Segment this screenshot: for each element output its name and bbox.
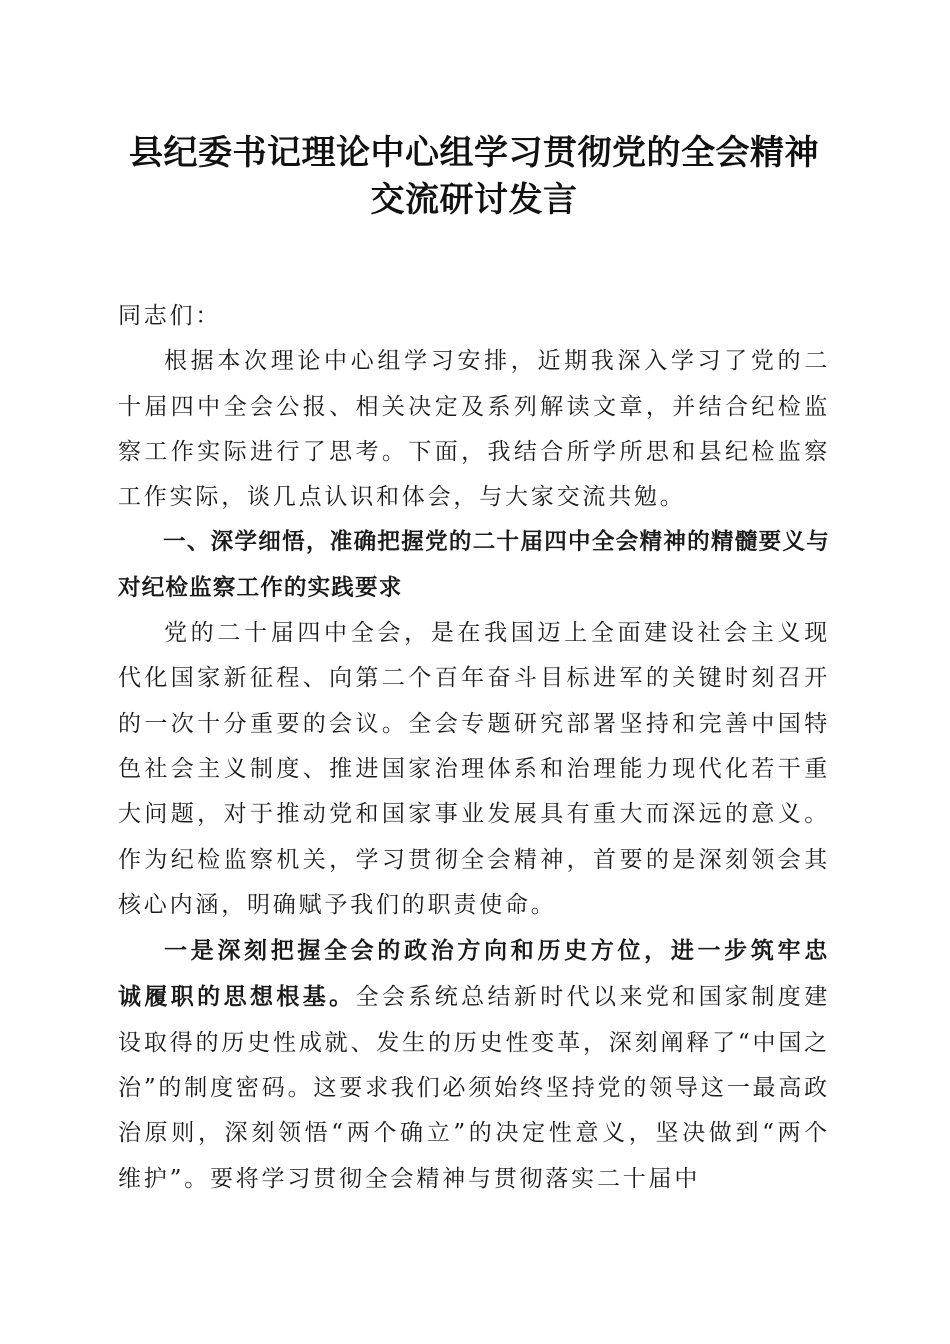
document-title	[118, 130, 830, 224]
document-body	[118, 294, 830, 1202]
salutation: 同志们：	[118, 303, 222, 329]
document-page	[118, 130, 830, 1202]
title-line-1: 县纪委书记理论中心组学习贯彻党的全会精神	[129, 133, 819, 173]
point1-paragraph	[118, 928, 830, 1202]
intro-paragraph: 根据本次理论中心组学习安排，近期我深入学习了党的二十届四中全会公报、相关决定及系列解读文章，并结合纪检监察工作实际进行了思考。下面，我结合所学所思和县纪检监察工作实际，谈几点认识和体会，与大家交流共勉。	[118, 348, 830, 511]
point1-body: 全会系统总结新时代以来党和国家制度建设取得的历史性成就、发生的历史性变革，深刻阐释了“中国之治”的制度密码。这要求我们必须始终坚持党的领导这一最高政治原则，深刻领悟“两个确立”的决定性意义，坚决做到“两个维护”。要将学习贯彻全会精神与贯彻落实二十届中	[118, 984, 830, 1192]
title-line-2: 交流研讨发言	[370, 180, 578, 220]
point1-lead: 一是深刻把握全会的政治方向和历史方位，进一步筑牢忠诚履职的思想根基。	[118, 937, 830, 1011]
section1-paragraph: 党的二十届四中全会，是在我国迈上全面建设社会主义现代化国家新征程、向第二个百年奋斗目标进军的关键时刻召开的一次十分重要的会议。全会专题研究部署坚持和完善中国特色社会主义制度、推进国家治理体系和治理能力现代化若干重大问题，对于推动党和国家事业发展具有重大而深远的意义。作为纪检监察机关，学习贯彻全会精神，首要的是深刻领会其核心内涵，明确赋予我们的职责使命。	[118, 620, 830, 918]
section-heading-1: 一、深学细悟，准确把握党的二十届四中全会精神的精髓要义与对纪检监察工作的实践要求	[118, 529, 830, 601]
